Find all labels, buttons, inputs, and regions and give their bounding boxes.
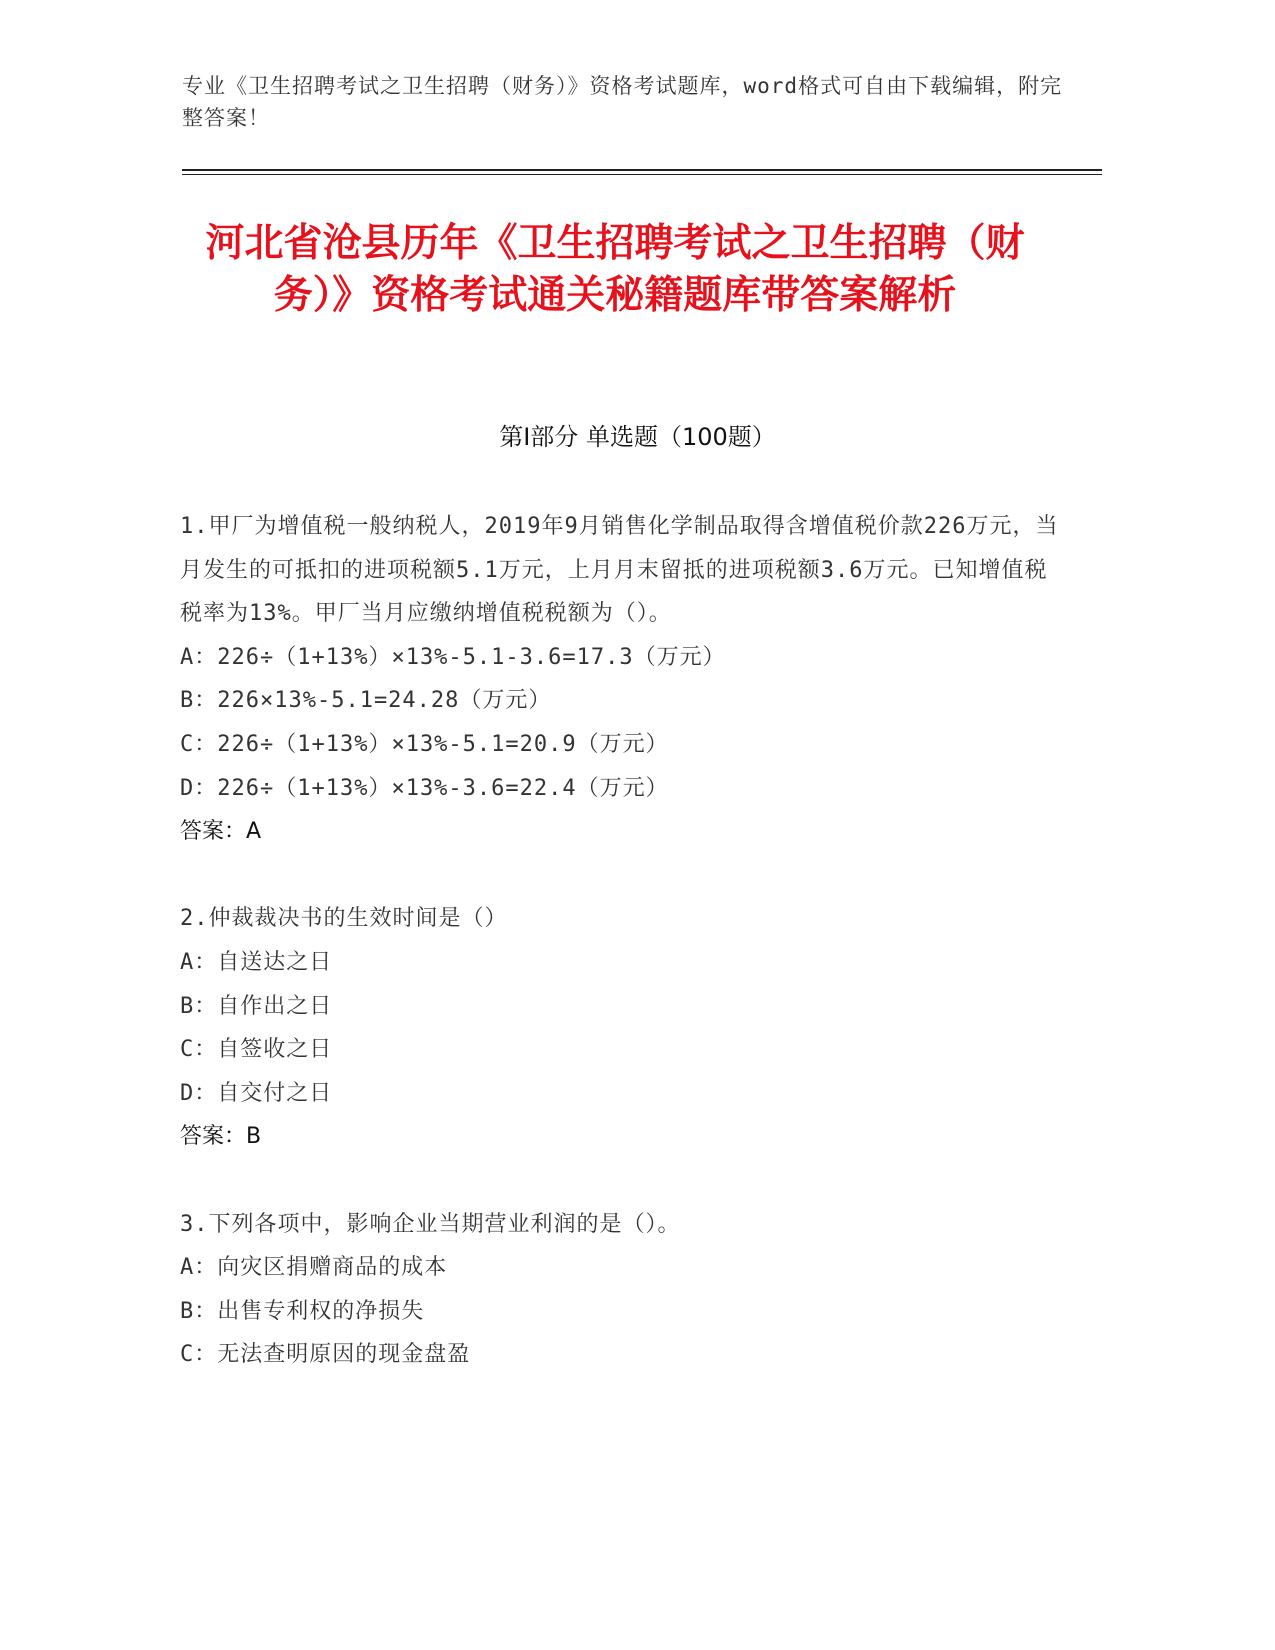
- question-2: [180, 897, 1060, 1159]
- document-title: 河北省沧县历年《卫生招聘考试之卫生招聘（财务）》资格考试通关秘籍题库带答案解析: [205, 221, 1025, 318]
- question-stem: 1.甲厂为增值税一般纳税人，2019年9月销售化学制品取得含增值税价款226万元，当月发生的可抵扣的进项税额5.1万元，上月月末留抵的进项税额3.6万元。已知增值税税率为13%。甲厂当月应缴纳增值税税额为（）。: [180, 514, 1059, 627]
- header-rule-bottom: [182, 174, 1102, 175]
- option-c: C：226÷（1+13%）×13%-5.1=20.9（万元）: [180, 731, 669, 757]
- question-stem: 2.仲裁裁决书的生效时间是（）: [180, 906, 508, 932]
- answer: 答案：A: [180, 819, 262, 845]
- section-heading: 第Ⅰ部分 单选题（100题）: [499, 423, 776, 451]
- option-a: A：226÷（1+13%）×13%-5.1-3.6=17.3（万元）: [180, 644, 726, 670]
- option-d: D：自交付之日: [180, 1080, 333, 1106]
- question-1: [180, 505, 1060, 854]
- option-a: A：自送达之日: [180, 949, 333, 975]
- option-a: A：向灾区捐赠商品的成本: [180, 1255, 448, 1281]
- header-note: 专业《卫生招聘考试之卫生招聘（财务）》资格考试题库，word格式可自由下载编辑，附完整答案！: [182, 74, 1063, 130]
- option-c: C：无法查明原因的现金盘盈: [180, 1342, 471, 1368]
- option-b: B：226×13%-5.1=24.28（万元）: [180, 688, 552, 714]
- answer: 答案：B: [180, 1124, 262, 1150]
- option-d: D：226÷（1+13%）×13%-3.6=22.4（万元）: [180, 775, 669, 801]
- option-b: B：出售专利权的净损失: [180, 1298, 425, 1324]
- question-3: [180, 1203, 1060, 1377]
- question-list: [180, 505, 1060, 1420]
- header-rule-top: [182, 169, 1102, 171]
- question-stem: 3.下列各项中，影响企业当期营业利润的是（）。: [180, 1211, 681, 1237]
- option-b: B：自作出之日: [180, 993, 333, 1019]
- option-c: C：自签收之日: [180, 1037, 333, 1063]
